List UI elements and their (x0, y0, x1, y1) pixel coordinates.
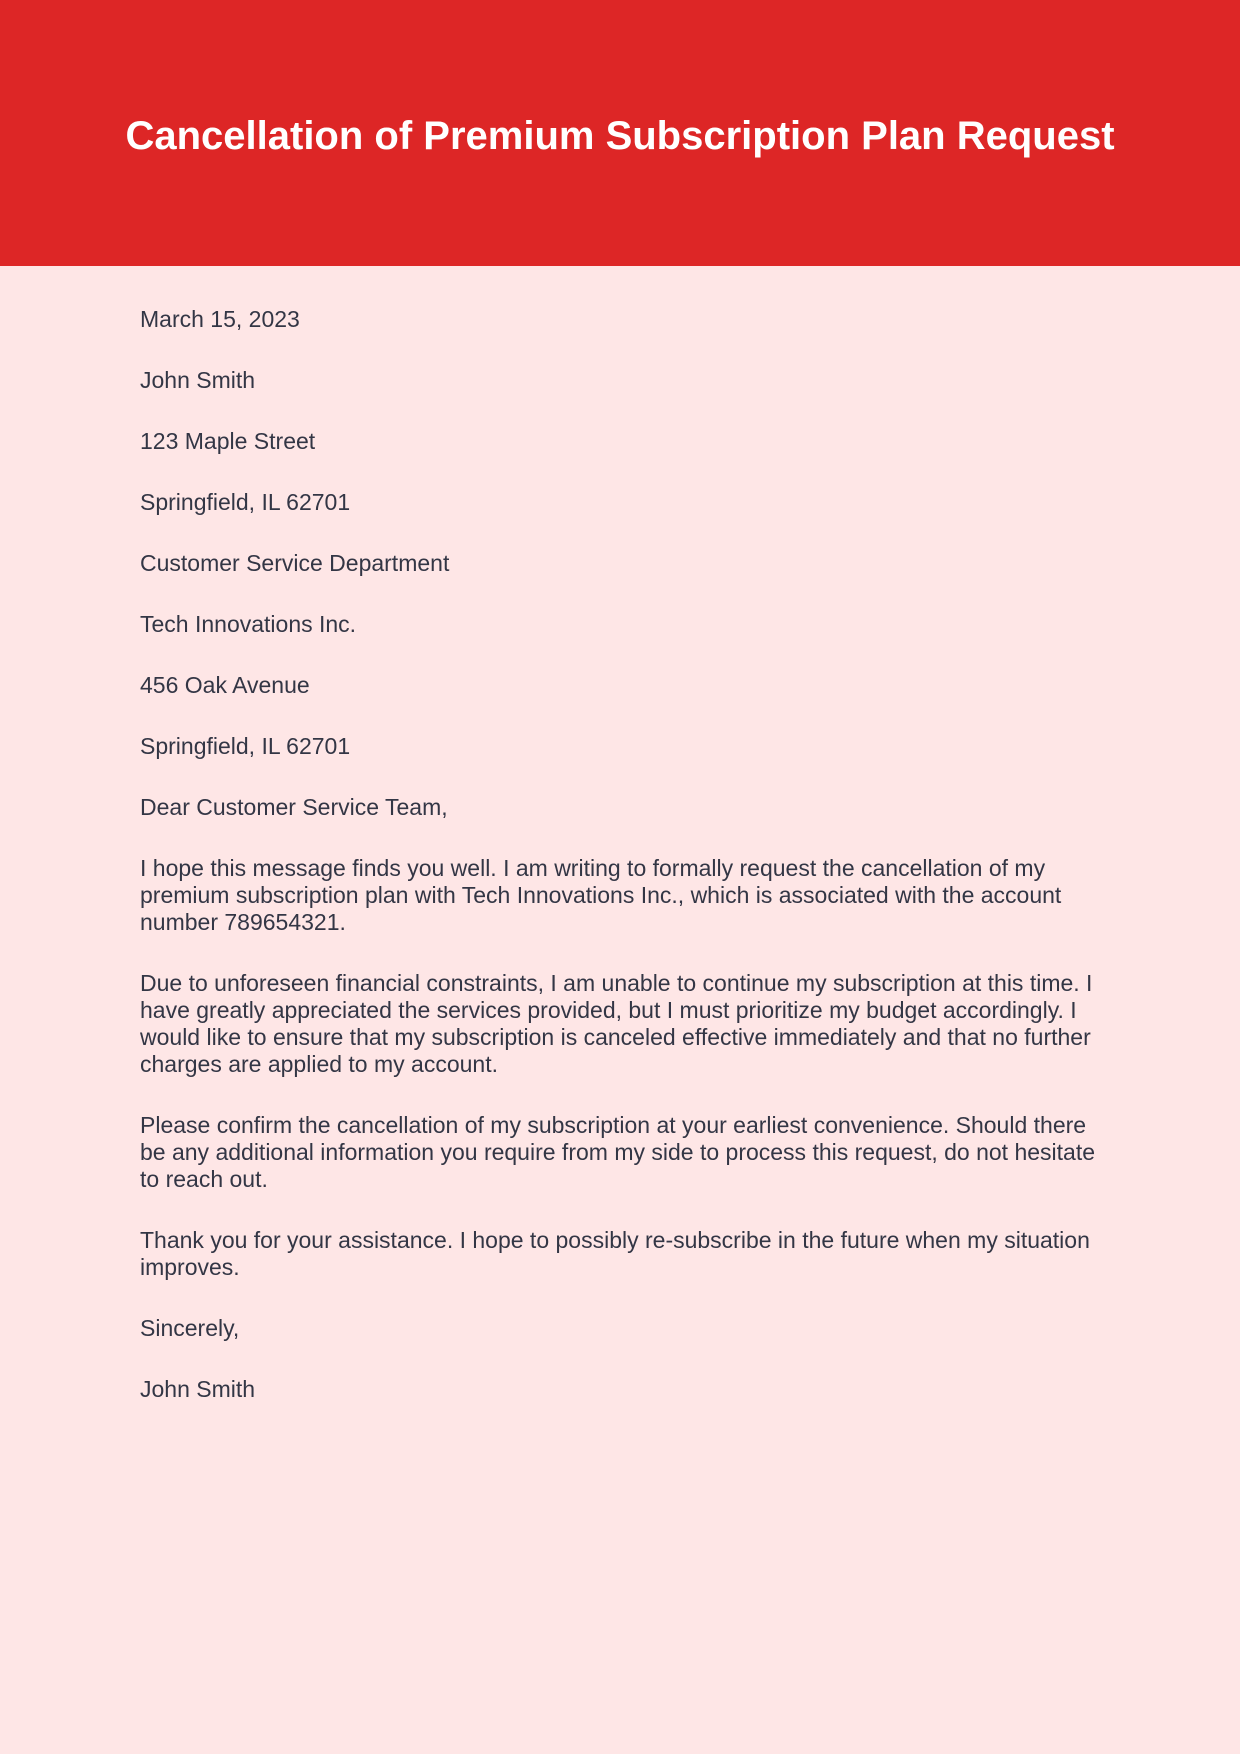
body-paragraph: Please confirm the cancellation of my subscription at your earliest convenience. Should there be any additional information you require from my side to process this request, do not hesitate to reach out. (140, 1112, 1096, 1192)
signature-name: John Smith (140, 1376, 256, 1402)
letter-body (140, 306, 1100, 1437)
recipient-company: Tech Innovations Inc. (140, 611, 357, 637)
recipient-city: Springfield, IL 62701 (140, 733, 351, 759)
recipient-department: Customer Service Department (140, 550, 450, 576)
letter-title: Cancellation of Premium Subscription Plan Request (125, 114, 1115, 158)
body-paragraph: Due to unforeseen financial constraints, I am unable to continue my subscription at this time. I have greatly appreciated the services provided, but I must prioritize my budget accordingly. I would like to ensure that my subscription is canceled effective immediately and that no further charges are applied to my account. (140, 970, 1093, 1077)
sender-street: 123 Maple Street (140, 428, 316, 454)
sender-city: Springfield, IL 62701 (140, 489, 351, 515)
letter-header (0, 0, 1240, 266)
letter-date: March 15, 2023 (140, 306, 300, 332)
closing: Sincerely, (140, 1315, 240, 1341)
salutation: Dear Customer Service Team, (140, 794, 448, 820)
sender-name: John Smith (140, 367, 256, 393)
body-paragraph: I hope this message finds you well. I am writing to formally request the cancellation of my premium subscription plan with Tech Innovations Inc., which is associated with the account number 789654321. (140, 855, 1062, 935)
body-paragraph: Thank you for your assistance. I hope to possibly re-subscribe in the future when my situation improves. (140, 1227, 1090, 1280)
recipient-street: 456 Oak Avenue (140, 672, 310, 698)
